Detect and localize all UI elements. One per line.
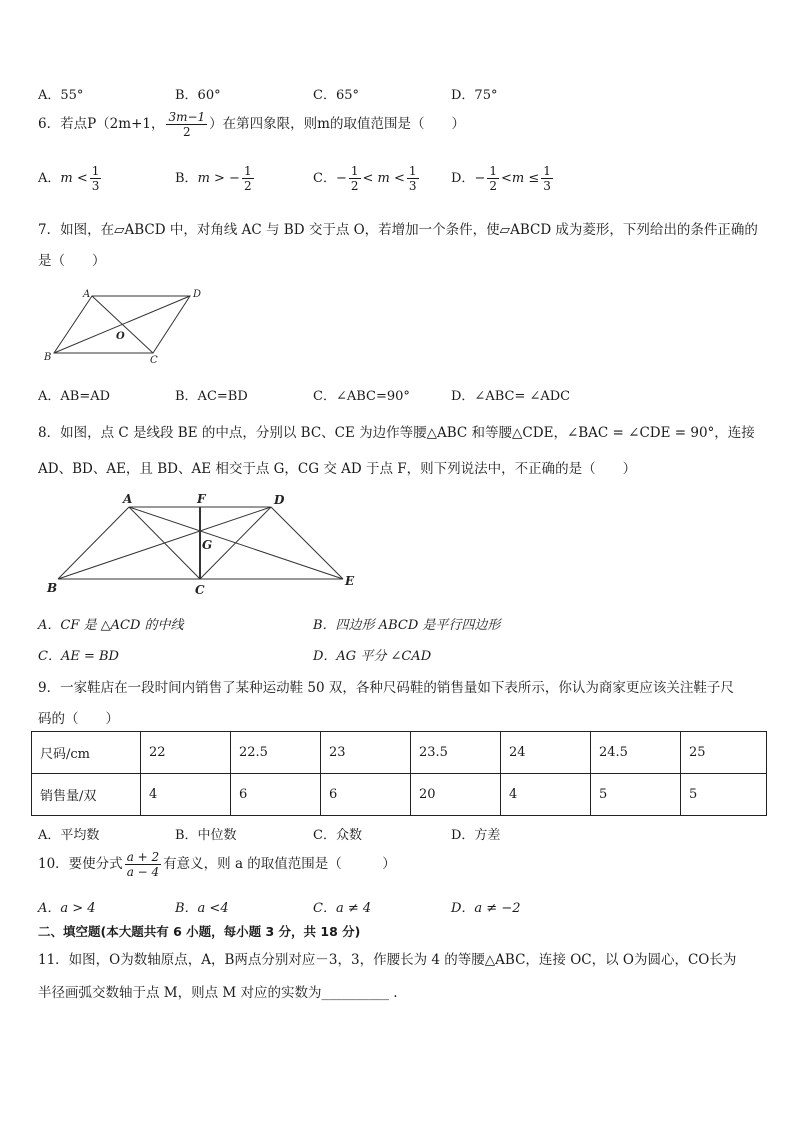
- q8-segment-bd: [58, 507, 271, 579]
- q9-option-c[interactable]: C．众数: [313, 828, 362, 843]
- q10-prefix: 10．要使分式: [38, 856, 123, 872]
- q7-option-d[interactable]: D．∠ABC= ∠ADC: [451, 389, 571, 404]
- q7-label-o: O: [116, 331, 125, 342]
- q9-option-b[interactable]: B．中位数: [175, 828, 237, 843]
- table-cell: 22: [141, 732, 231, 774]
- q6-stem: [38, 110, 465, 139]
- q8-segment-ab: [58, 507, 129, 579]
- table-cell: 23: [321, 732, 411, 774]
- q7-diagonal-bd: [54, 296, 190, 353]
- q11-stem-line1: 11．如图，O为数轴原点，A，B两点分别对应－3，3，作腰长为 4 的等腰△ABC，连接 OC，以 O为圆心，CO长为: [38, 952, 737, 968]
- q6-fraction: $\frac{3m-1}{2}$: [168, 110, 206, 139]
- q6-suffix: ）在第四象限，则m的取值范围是（ ）: [209, 116, 465, 132]
- table-cell: 24.5: [591, 732, 681, 774]
- q9-stem-line1: 9．一家鞋店在一段时间内销售了某种运动鞋 50 双，各种尺码鞋的销售量如下表所示，你认为商家更应该关注鞋子尺: [38, 680, 734, 696]
- q10-fraction: $\frac{a + 2}{a - 4}$: [126, 850, 160, 879]
- q6-option-c[interactable]: C．− $\frac{1}{2}$ < m < $\frac{1}{3}$: [313, 164, 417, 193]
- q8-label-c: C: [195, 583, 205, 597]
- q8-segment-de: [271, 507, 343, 579]
- q7-stem-line1: 7．如图，在▱ABCD 中，对角线 AC 与 BD 交于点 O，若增加一个条件，使▱ABCD 成为菱形，下列给出的条件正确的: [38, 222, 758, 238]
- q8-label-e: E: [345, 574, 355, 588]
- table-cell: 24: [501, 732, 591, 774]
- table-cell: 20: [411, 774, 501, 816]
- q10-option-b[interactable]: B．a <4: [175, 901, 229, 916]
- table-cell: 5: [591, 774, 681, 816]
- q7-stem-line2: 是（ ）: [38, 253, 106, 269]
- q9-stem-line2: 码的（ ）: [38, 711, 119, 727]
- q8-label-a: A: [123, 492, 133, 506]
- section-title-fill-blank: 二、填空题(本大题共有 6 小题，每小题 3 分，共 18 分): [38, 924, 361, 939]
- q8-option-a[interactable]: A．CF 是 △ACD 的中线: [38, 618, 184, 633]
- q8-label-b: B: [47, 581, 58, 595]
- q9-option-a[interactable]: A．平均数: [38, 828, 100, 843]
- q8-option-c[interactable]: C．AE = BD: [38, 649, 119, 664]
- q6-prefix: 6．若点P（2m+1，: [38, 116, 165, 132]
- table-cell: 尺码/cm: [32, 732, 141, 774]
- q8-figure: [38, 490, 368, 600]
- q5-option-b[interactable]: B．60°: [175, 88, 221, 103]
- table-cell: 6: [321, 774, 411, 816]
- table-cell: 4: [141, 774, 231, 816]
- table-row: [32, 774, 767, 816]
- q6-option-a[interactable]: A．m < $\frac{1}{3}$: [38, 164, 100, 193]
- q8-stem-line1: 8．如图，点 C 是线段 BE 的中点，分别以 BC、CE 为边作等腰△ABC 和等腰△CDE，∠BAC = ∠CDE = 90°，连接: [38, 425, 755, 441]
- q5-option-c[interactable]: C．65°: [313, 88, 359, 103]
- q8-label-f: F: [197, 492, 206, 506]
- q8-segment-ae: [129, 507, 343, 579]
- q8-option-d[interactable]: D．AG 平分 ∠CAD: [313, 649, 432, 664]
- q7-parallelogram-figure: [38, 284, 218, 366]
- table-cell: 销售量/双: [32, 774, 141, 816]
- q10-option-c[interactable]: C．a ≠ 4: [313, 901, 372, 916]
- table-cell: 6: [231, 774, 321, 816]
- q8-label-g: G: [202, 538, 213, 552]
- q8-label-d: D: [274, 493, 285, 507]
- q7-label-a: A: [83, 289, 91, 300]
- table-cell: 25: [681, 732, 767, 774]
- q5-option-d[interactable]: D．75°: [451, 88, 498, 103]
- q7-label-b: B: [44, 352, 52, 363]
- q7-label-d: D: [193, 289, 202, 300]
- q9-size-table: [31, 731, 767, 816]
- q10-option-a[interactable]: A．a > 4: [38, 901, 96, 916]
- q7-label-c: C: [150, 355, 158, 366]
- q11-stem-line2: 半径画弧交数轴于点 M，则点 M 对应的实数为__________ .: [38, 985, 398, 1001]
- q6-option-b[interactable]: B．m > − $\frac{1}{2}$: [175, 164, 252, 193]
- table-cell: 5: [681, 774, 767, 816]
- table-row: [32, 732, 767, 774]
- table-cell: 23.5: [411, 732, 501, 774]
- q10-stem: [38, 850, 396, 879]
- q10-option-d[interactable]: D．a ≠ −2: [451, 901, 521, 916]
- q9-option-d[interactable]: D．方差: [451, 828, 501, 843]
- table-cell: 4: [501, 774, 591, 816]
- q7-option-b[interactable]: B．AC=BD: [175, 389, 248, 404]
- q7-option-c[interactable]: C．∠ABC=90°: [313, 389, 410, 404]
- q8-option-b[interactable]: B．四边形 ABCD 是平行四边形: [313, 618, 501, 633]
- q5-option-a[interactable]: A．55°: [38, 88, 84, 103]
- q6-option-d[interactable]: D．− $\frac{1}{2}$ <m ≤ $\frac{1}{3}$: [451, 164, 551, 193]
- q10-suffix: 有意义，则 a 的取值范围是（ ）: [163, 856, 396, 872]
- q7-option-a[interactable]: A．AB=AD: [38, 389, 111, 404]
- table-cell: 22.5: [231, 732, 321, 774]
- q8-stem-line2: AD、BD、AE，且 BD、AE 相交于点 G，CG 交 AD 于点 F，则下列说法中，不正确的是（ ）: [38, 461, 637, 477]
